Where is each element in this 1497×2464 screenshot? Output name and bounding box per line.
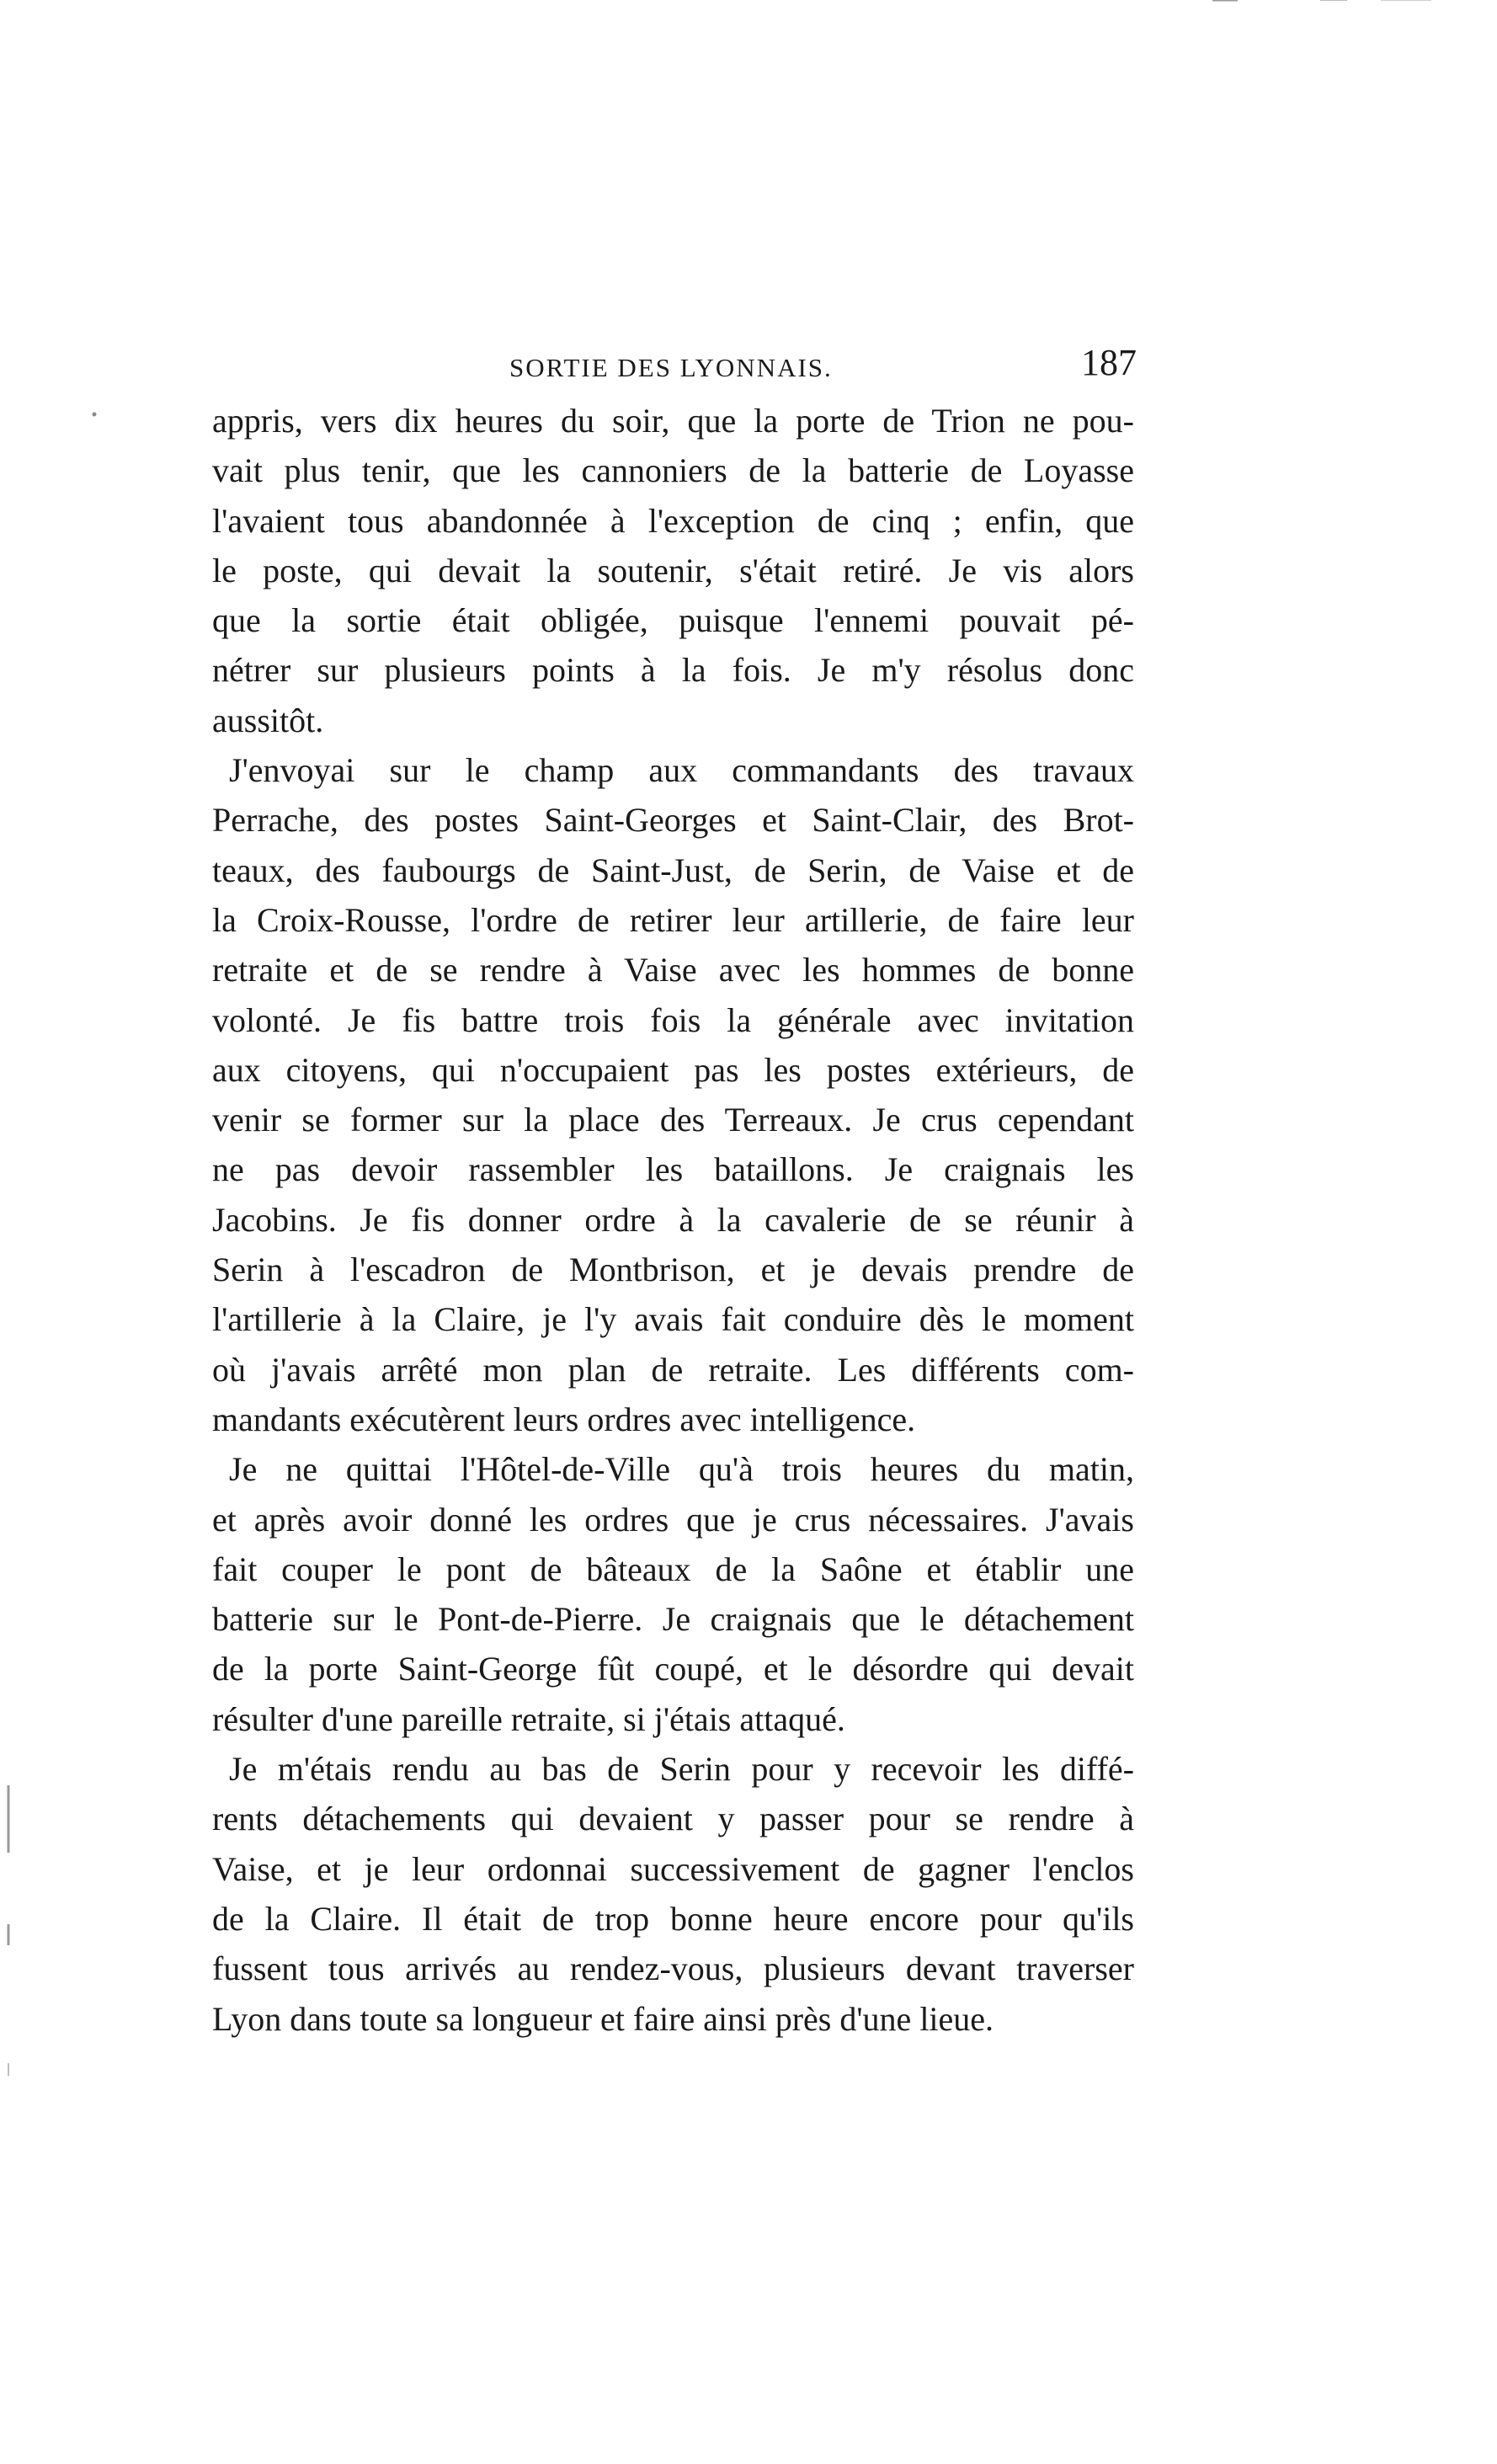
text-line: fait couper le pont de bâteaux de la Saône et établir une (212, 1549, 1134, 1588)
paragraph-3 (212, 1444, 1134, 1744)
scan-speck (93, 413, 97, 417)
text-line: batterie sur le Pont-de-Pierre. Je craignais que le détachement (212, 1600, 1134, 1639)
text-line: la Croix-Rousse, l'ordre de retirer leur artillerie, de faire leur (212, 900, 1134, 939)
text-line: rents détachements qui devaient y passer pour se rendre à (212, 1800, 1134, 1838)
text-line: ne pas devoir rassembler les bataillons. Je craignais les (212, 1150, 1134, 1189)
text-line: Lyon dans toute sa longueur et faire ainsi près d'une lieue. (212, 1999, 994, 2038)
text-line: que la sortie était obligée, puisque l'ennemi pouvait pé- (212, 601, 1134, 640)
text-line: fussent tous arrivés au rendez-vous, plusieurs devant traverser (212, 1949, 1134, 1988)
text-line: nétrer sur plusieurs points à la fois. Je m'y résolus donc (212, 651, 1134, 690)
paragraph-2 (212, 745, 1134, 1444)
text-line: appris, vers dix heures du soir, que la porte de Trion ne pou- (212, 402, 1134, 440)
text-line: volonté. Je fis battre trois fois la générale avec invitation (212, 1000, 1134, 1039)
text-line: de la porte Saint-George fût coupé, et le désordre qui devait (212, 1650, 1134, 1688)
text-line: vait plus tenir, que les cannoniers de la batterie de Loyasse (212, 451, 1134, 490)
text-line: où j'avais arrêté mon plan de retraite. Les différents com- (212, 1350, 1134, 1389)
text-line: Je ne quittai l'Hôtel-de-Ville qu'à trois heures du matin, (229, 1450, 1134, 1489)
text-line: Perrache, des postes Saint-Georges et Saint-Clair, des Brot- (212, 801, 1134, 840)
text-line: l'avaient tous abandonnée à l'exception de cinq ; enfin, que (212, 501, 1134, 540)
text-line: résulter d'une pareille retraite, si j'étais attaqué. (212, 1699, 845, 1738)
text-line: et après avoir donné les ordres que je crus nécessaires. J'avais (212, 1500, 1134, 1539)
text-line: Je m'étais rendu au bas de Serin pour y recevoir les diffé- (229, 1750, 1134, 1789)
running-title: SORTIE DES LYONNAIS. (509, 353, 833, 382)
page-number: 187 (1081, 342, 1137, 383)
paragraph-1 (212, 396, 1134, 745)
text-line: aux citoyens, qui n'occupaient pas les postes extérieurs, de (212, 1050, 1134, 1089)
text-line: teaux, des faubourgs de Saint-Just, de Serin, de Vaise et de (212, 851, 1134, 889)
paragraph-4 (212, 1744, 1134, 2044)
text-line: Vaise, et je leur ordonnai successivement de gagner l'enclos (212, 1849, 1134, 1888)
text-line: J'envoyai sur le champ aux commandants des travaux (229, 751, 1134, 790)
text-line: venir se former sur la place des Terreaux. Je crus cependant (212, 1101, 1134, 1139)
text-line: l'artillerie à la Claire, je l'y avais fait conduire dès le moment (212, 1300, 1134, 1339)
text-line: de la Claire. Il était de trop bonne heure encore pour qu'ils (212, 1899, 1134, 1938)
text-line: aussitôt. (212, 701, 324, 739)
text-line: le poste, qui devait la soutenir, s'était retiré. Je vis alors (212, 551, 1134, 589)
body-text (212, 396, 1134, 2044)
text-line: Jacobins. Je fis donner ordre à la cavalerie de se réunir à (212, 1200, 1134, 1239)
text-line: retraite et de se rendre à Vaise avec les hommes de bonne (212, 951, 1134, 989)
text-line: mandants exécutèrent leurs ordres avec intelligence. (212, 1400, 916, 1438)
text-line: Serin à l'escadron de Montbrison, et je devais prendre de (212, 1251, 1134, 1289)
running-head (210, 341, 1137, 392)
